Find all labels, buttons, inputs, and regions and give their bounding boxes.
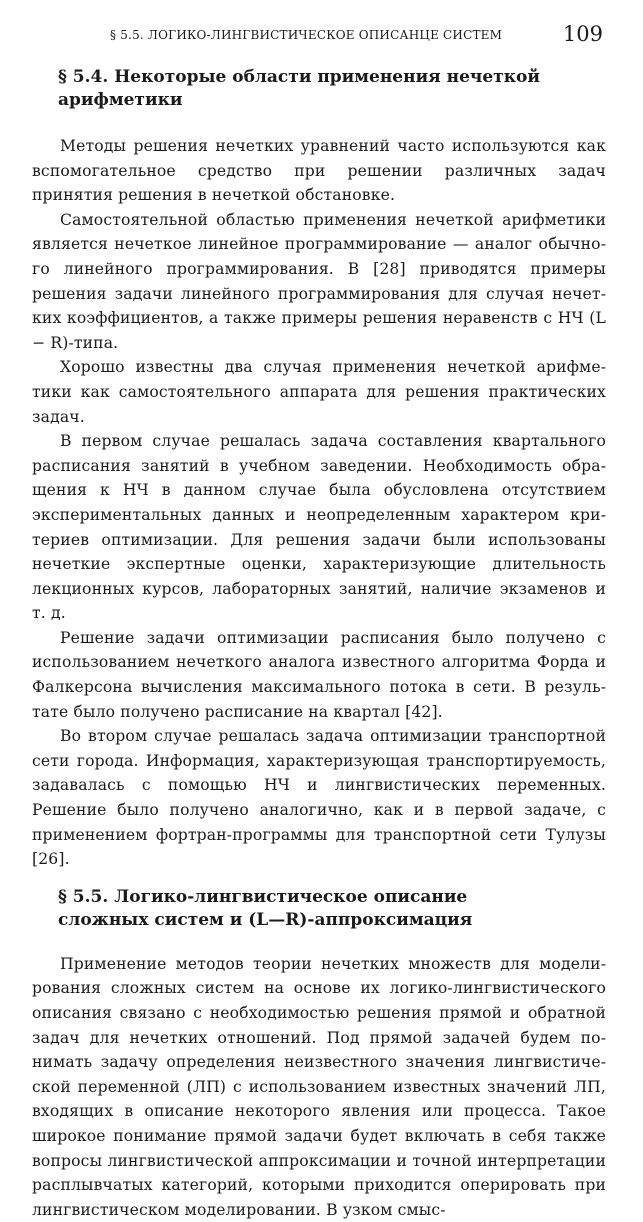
paragraph: Методы решения нечетких уравнений часто используются как вспомогательное средство при решении различных задач принятия решения в нечеткой обстановке. bbox=[32, 137, 606, 205]
section-5-5-title-line-1: § 5.5. Логико-лингвистическое описание bbox=[58, 886, 468, 907]
section-5-5-title-line-2: сложных систем и (L—R)-аппроксимация bbox=[58, 909, 473, 930]
section-5-5-title bbox=[58, 886, 606, 932]
paragraph: Решение задачи оптимизации расписания было получено с использованием нечеткого аналога известного алгоритма Форда и Фалкерсона вычисления максимального потока в сети. В результате было получено расписание на квартал [42]. bbox=[32, 628, 606, 721]
paragraph: Применение методов теории нечетких множеств для моделирования сложных систем на основе их логико-лингвистического описания связано с необходимостью решения прямой и обратной задач для нечетких отношений. Под прямой задачей будем понимать задачу определения неизвестного значения лингвистической переменной (ЛП) с использованием известных значений ЛП, входящих в описание некоторого явления или процесса. Такое широкое понимание прямой задачи будет включать в себя также вопросы лингвистической аппроксимации и точной интерпретации расплывчатых категорий, которыми приходится оперировать при лингвистическом моделировании. В узком смыс- bbox=[32, 954, 606, 1219]
page-body bbox=[32, 66, 606, 1222]
paragraph: Хорошо известны два случая применения нечеткой арифметики как самостоятельного аппарата для решения практических задач. bbox=[32, 358, 606, 426]
paragraph: В первом случае решалась задача составления квартального расписания занятий в учебном заведении. Необходимость обращения к НЧ в данном случае была обусловлена отсутствием экспериментальных данных и неопределенным характером критериев оптимизации. Для решения задачи были использованы нечеткие экспертные оценки, характеризующие длительность лекционных курсов, лабораторных занятий, наличие экзаменов и т. д. bbox=[32, 432, 606, 623]
paragraph: Самостоятельной областью применения нечеткой арифметики является нечеткое линейное программирование — аналог обычного линейного программирования. В [28] приводятся примеры решения задачи линейного программирования для случая нечетких коэффициентов, а также примеры решения неравенств с НЧ (L − R)-типа. bbox=[32, 210, 606, 352]
running-header: § 5.5. ЛОГИКО-ЛИНГВИСТИЧЕСКОЕ ОПИСАНЦЕ СИСТЕМ bbox=[110, 28, 503, 42]
page-number: 109 bbox=[562, 22, 603, 46]
paragraph: Во втором случае решалась задача оптимизации транспортной сети города. Информация, характеризующая транспортируемость, задавалась с помощью НЧ и лингвистических переменных. Решение было получено аналогично, как и в первой задаче, с применением фортран-программы для транспортной сети Тулузы [26]. bbox=[32, 727, 606, 869]
section-5-4-title: § 5.4. Некоторые области применения нечеткой арифметики bbox=[58, 67, 540, 110]
